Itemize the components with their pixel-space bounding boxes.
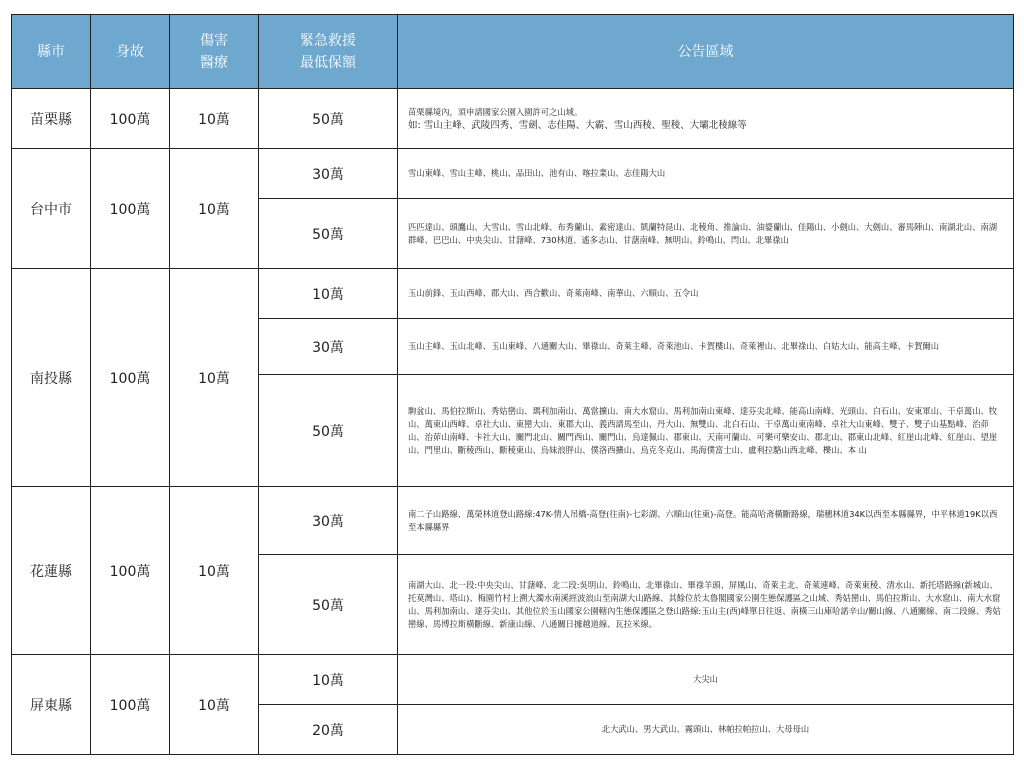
death-cell: 100萬 <box>91 487 170 655</box>
injury-cell: 10萬 <box>170 655 259 755</box>
header-area: 公告區域 <box>398 15 1014 89</box>
rescue-cell: 30萬 <box>259 487 398 555</box>
death-cell: 100萬 <box>91 655 170 755</box>
area-cell: 匹匹達山、頭鷹山、大雪山、雪山北峰、布秀蘭山、素密達山、凱蘭特昆山、北稜角、推論山、油婆蘭山、佳陽山、小劍山、大劍山、審馬陣山、南湖北山、南湖群峰、巴巴山、中央尖山、甘藷峰、730林道、遙多志山、甘藷南峰、無明山、鈴鳴山、閂山、北畢祿山 <box>398 199 1014 269</box>
injury-cell: 10萬 <box>170 487 259 655</box>
header-death: 身故 <box>91 15 170 89</box>
rescue-cell: 50萬 <box>259 375 398 487</box>
header-injury-medical: 傷害 醫療 <box>170 15 259 89</box>
death-cell: 100萬 <box>91 149 170 269</box>
header-rescue-minimum: 緊急救援 最低保額 <box>259 15 398 89</box>
header-county: 縣市 <box>12 15 91 89</box>
area-cell <box>398 89 1014 149</box>
rescue-cell: 10萬 <box>259 655 398 705</box>
injury-cell: 10萬 <box>170 89 259 149</box>
table-header-row <box>12 15 1014 89</box>
area-text: 苗栗縣境內，須申請國家公園入園許可之山域。 <box>408 106 583 117</box>
area-example-text: 如: 雪山主峰、武陵四秀、雪劍、志佳陽、大霸、雪山西稜、聖稜、大壩北稜線等 <box>408 119 747 131</box>
table-row <box>12 89 1014 149</box>
insurance-table <box>11 14 1014 755</box>
area-cell: 駒盆山、馬伯拉斯山、秀姑巒山、瑪利加南山、萬當擴山、南大水窟山、馬利加南山東峰、達芬尖北峰、能高山南峰、光頭山、白石山、安東軍山、干卓萬山、牧山、萬東山西峰、卓社大山、東巒大山、東郡大山、義西請馬至山、丹大山、無雙山、北白石山、干卓萬山東南峰、卓社大山東峰、雙子、雙子山基點峰、治茆山、治茆山南峰、卡社大山、關門北山、關門西山、關門山、烏達佩山、郡東山、天南可蘭山、可樂可樂安山、郡北山、郡東山北峰、紅崖山北峰、紅崖山、望崖山、門里山、斷稜西山、斷稜東山、烏妹浪胖山、僕洛西擴山、烏克冬克山、馬海僕富士山、盧利拉駱山西北峰、櫟山、本 山 <box>398 375 1014 487</box>
area-cell: 玉山前鋒、玉山西峰、郡大山、西合歡山、奇萊南峰、南華山、六順山、五令山 <box>398 269 1014 319</box>
injury-cell: 10萬 <box>170 149 259 269</box>
table-row <box>12 655 1014 705</box>
table-row <box>12 487 1014 555</box>
table-row <box>12 269 1014 319</box>
area-cell: 南二子山路線、萬榮林道登山路線:47K-情人吊橋-高登(往南)-七彩湖、六順山(往東)-高登。能高哈斋橫斷路線，瑞穗林道34K以西至本縣縣界，中平林道19K以西至本縣縣界 <box>398 487 1014 555</box>
rescue-cell: 30萬 <box>259 319 398 375</box>
county-cell: 南投縣 <box>12 269 91 487</box>
injury-cell: 10萬 <box>170 269 259 487</box>
area-cell: 南湖大山、北一段:中央尖山、甘藷峰、北二段:吳明山、鈴鳴山、北畢祿山、畢祿羊頭、屏風山、奇萊主北、奇萊連峰、奇萊東稜、清水山、新托塔路線(新城山、托莫灣山、塔山)、梅園竹村上溯大濁水南溪經波浪山至南湖大山路線、其餘位於太魯閣國家公園生態保護區之山域、秀姑巒山、馬伯拉斯山、大水窟山、南大水窟山、馬利加南山、達芬尖山、其他位於玉山國家公園轄內生態保護區之登山路線:玉山主(西)峰單日往返、南橫三山庫哈諾辛山/關山線、八通關線、南二段線、秀姑巒線、馬博拉斯橫斷線、新康山線、八通關日據越道線、瓦拉米線。 <box>398 555 1014 655</box>
rescue-cell: 20萬 <box>259 705 398 755</box>
death-cell: 100萬 <box>91 269 170 487</box>
rescue-cell: 50萬 <box>259 555 398 655</box>
county-cell: 花蓮縣 <box>12 487 91 655</box>
rescue-cell: 10萬 <box>259 269 398 319</box>
county-cell: 台中市 <box>12 149 91 269</box>
table-row <box>12 149 1014 199</box>
county-cell: 屏東縣 <box>12 655 91 755</box>
death-cell: 100萬 <box>91 89 170 149</box>
area-cell: 玉山主峰、玉山北峰、玉山東峰、八通關大山、畢祿山、奇萊主峰、奇萊池山、卡賀樓山、奇萊裡山、北畢祿山、白姑大山、能高主峰、卡賀爾山 <box>398 319 1014 375</box>
rescue-cell: 30萬 <box>259 149 398 199</box>
area-cell: 雪山東峰、雪山主峰、桃山、品田山、池有山、喀拉業山、志佳陽大山 <box>398 149 1014 199</box>
area-cell: 北大武山、男大武山、霧頭山、林帕拉帕拉山、大母母山 <box>398 705 1014 755</box>
county-cell: 苗栗縣 <box>12 89 91 149</box>
rescue-cell: 50萬 <box>259 199 398 269</box>
rescue-cell: 50萬 <box>259 89 398 149</box>
area-cell: 大尖山 <box>398 655 1014 705</box>
